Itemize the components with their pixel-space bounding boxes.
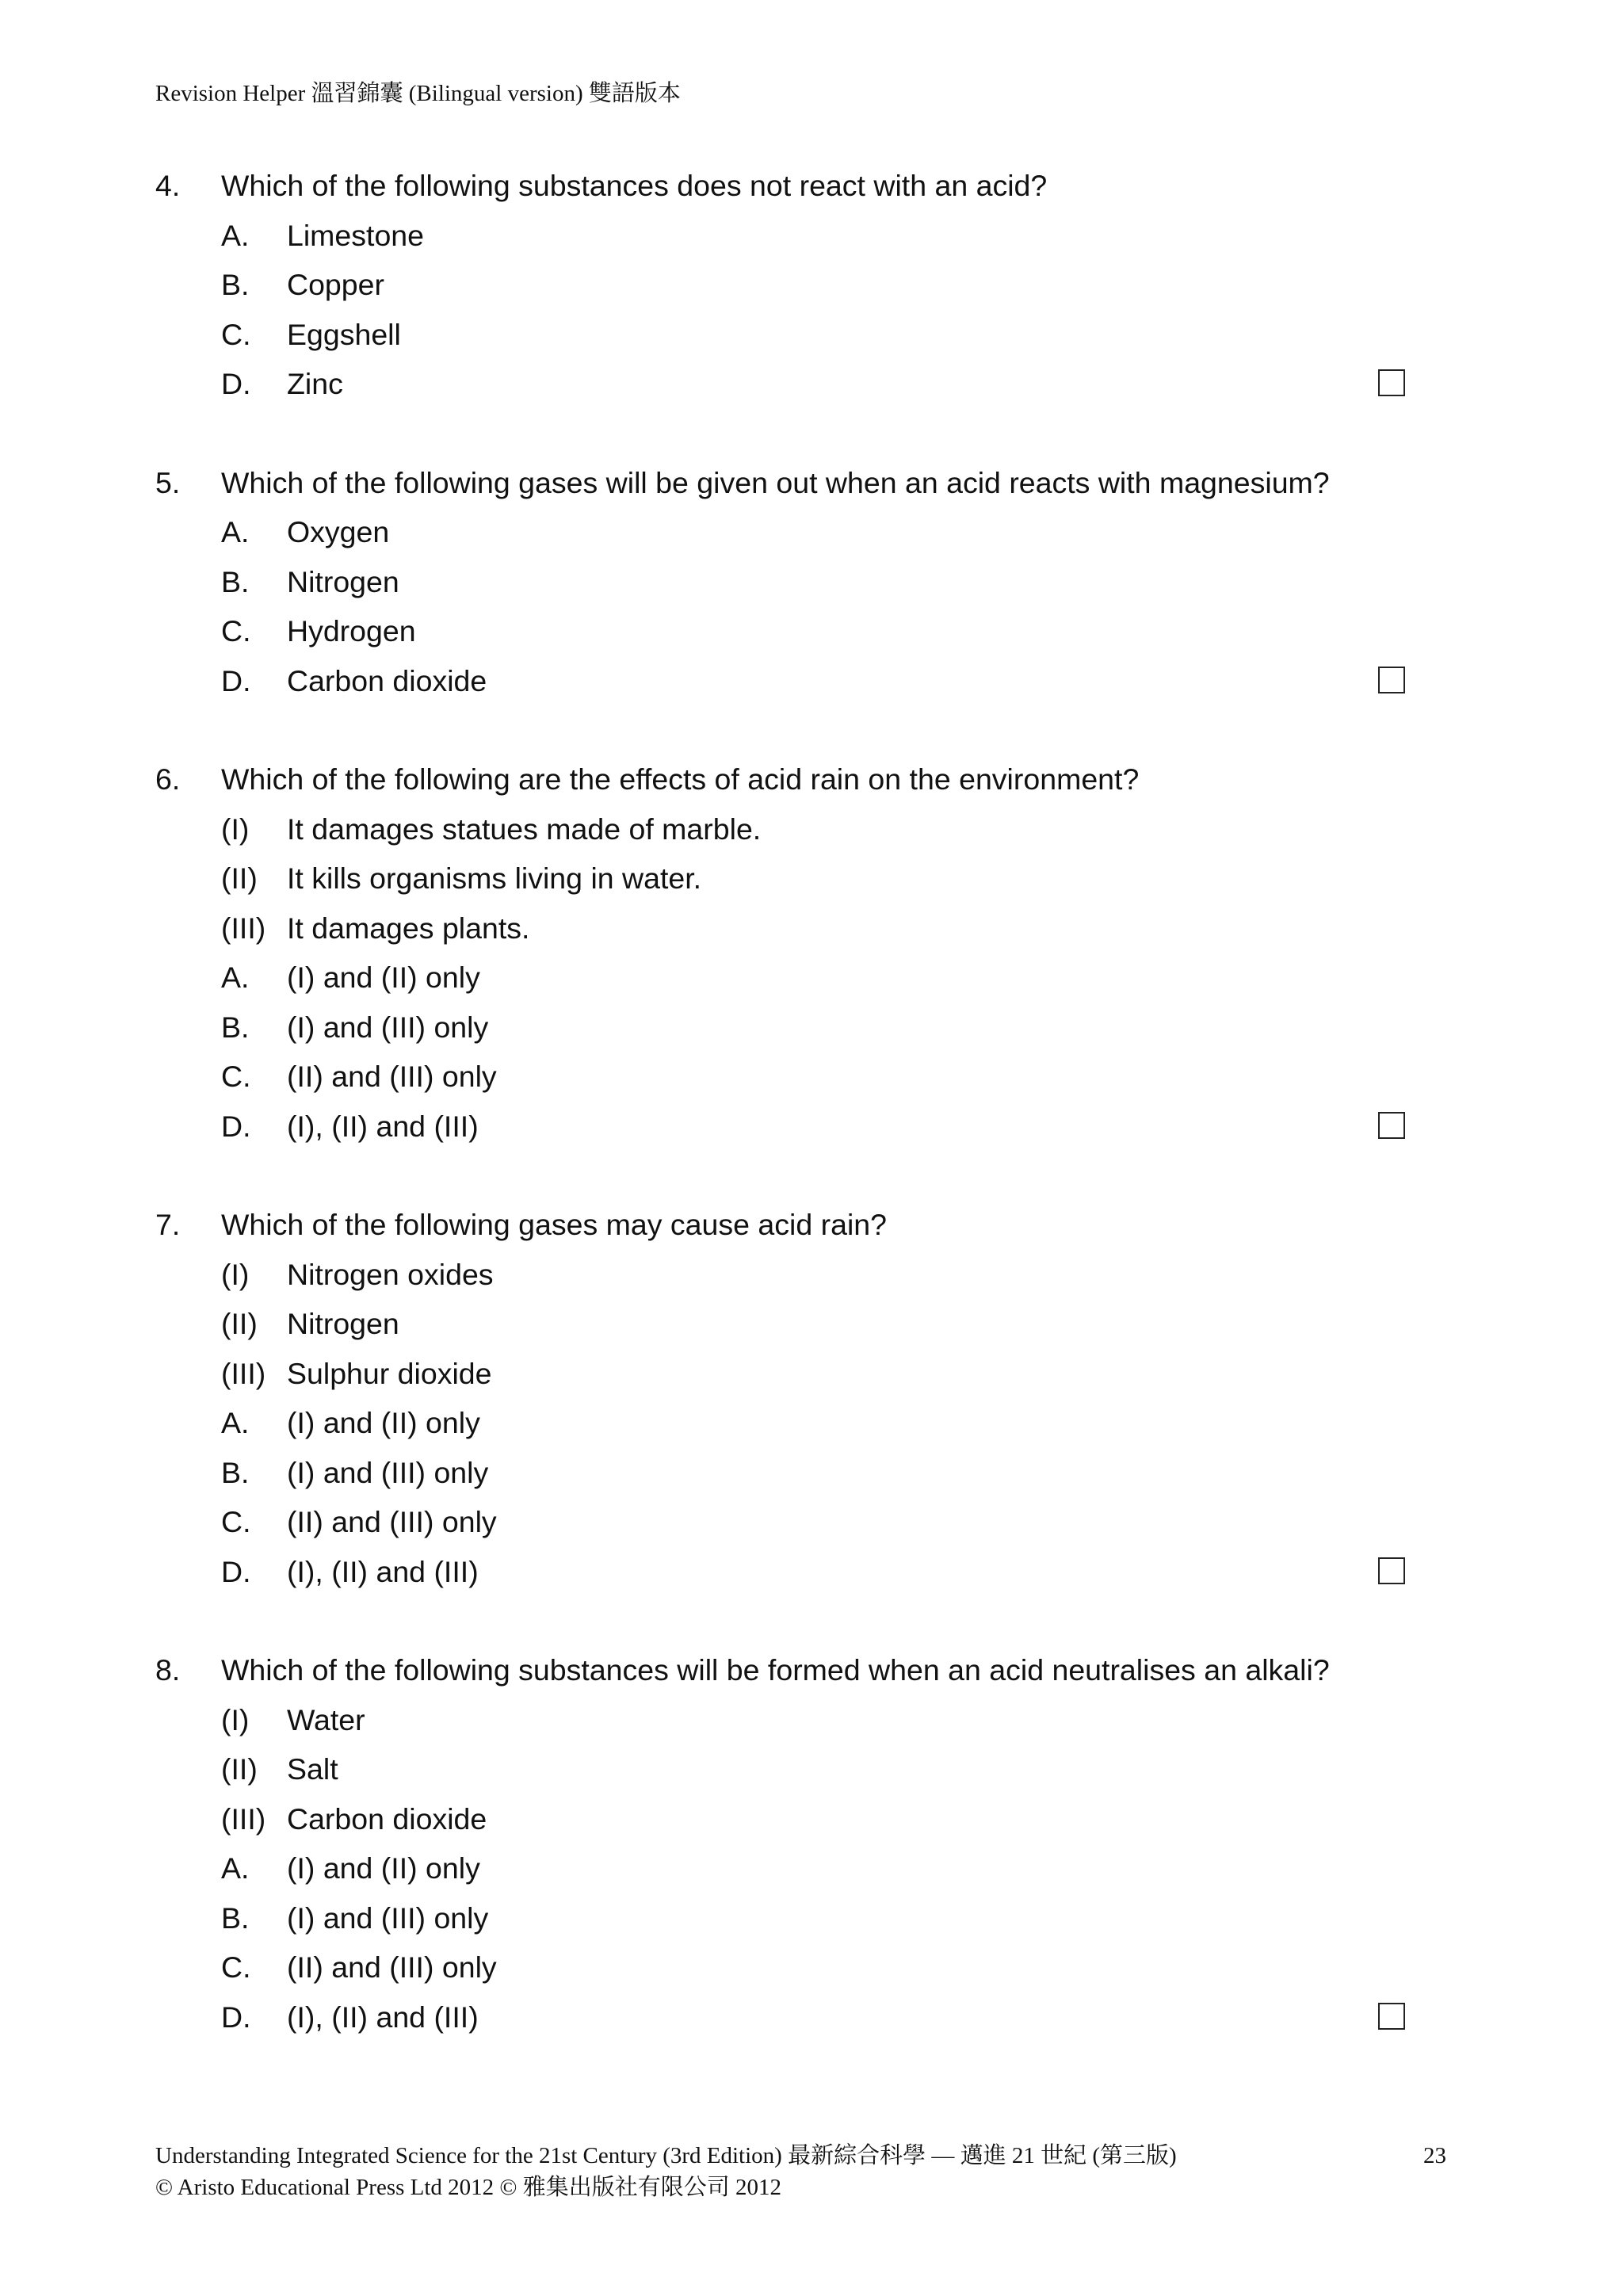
- option-a: [155, 507, 1455, 557]
- statement-label: (II): [221, 861, 258, 895]
- option-label: C.: [221, 1060, 251, 1093]
- statement-text: Nitrogen: [287, 1307, 399, 1340]
- question-number: 8.: [155, 1653, 181, 1687]
- question-8: [155, 1645, 1455, 2042]
- option-text: (I) and (II) only: [287, 1406, 480, 1439]
- statement-label: (II): [221, 1307, 258, 1340]
- question-list: [155, 161, 1455, 2091]
- footer-title-line: [155, 2140, 1455, 2172]
- option-label: A.: [221, 1406, 250, 1439]
- option-text: (I) and (II) only: [287, 1851, 480, 1885]
- footer-copyright-line: [155, 2172, 1455, 2203]
- option-b: [155, 1448, 1455, 1498]
- option-text: (I) and (II) only: [287, 961, 480, 994]
- option-label: C.: [221, 1505, 251, 1538]
- statement-text: It kills organisms living in water.: [287, 861, 702, 895]
- answer-checkbox[interactable]: [1378, 2003, 1405, 2030]
- option-text: Hydrogen: [287, 614, 416, 648]
- option-c: [155, 1052, 1455, 1102]
- option-a: [155, 953, 1455, 1003]
- answer-checkbox[interactable]: [1378, 667, 1405, 693]
- option-label: D.: [221, 367, 251, 400]
- option-label: A.: [221, 218, 250, 252]
- option-text: (II) and (III) only: [287, 1060, 497, 1093]
- option-text: (I) and (III) only: [287, 1010, 489, 1044]
- statement-text: Salt: [287, 1752, 338, 1786]
- running-header: Revision Helper 溫習錦囊 (Bilingual version) 雙語版本: [155, 81, 681, 106]
- copyright-notice: © Aristo Educational Press Ltd 2012 © 雅集出版社有限公司 2012: [155, 2175, 781, 2200]
- question-number: 6.: [155, 762, 181, 796]
- statement-label: (I): [221, 1257, 250, 1291]
- statement-iii: [155, 1349, 1455, 1399]
- option-text: (I), (II) and (III): [287, 1109, 479, 1143]
- statement-iii: [155, 904, 1455, 953]
- question-number: 7.: [155, 1208, 181, 1241]
- option-c: [155, 1497, 1455, 1547]
- option-label: B.: [221, 1010, 250, 1044]
- option-c: [155, 606, 1455, 656]
- option-text: (I) and (III) only: [287, 1455, 489, 1489]
- question-stem: [155, 161, 1455, 211]
- question-6: [155, 755, 1455, 1151]
- question-text: Which of the following substances will be formed when an acid neutralises an alkali?: [221, 1653, 1330, 1687]
- statement-ii: [155, 1744, 1455, 1794]
- option-text: Limestone: [287, 218, 425, 252]
- option-text: (I) and (III) only: [287, 1901, 489, 1935]
- option-text: (II) and (III) only: [287, 1505, 497, 1538]
- statement-label: (III): [221, 911, 266, 945]
- option-text: Nitrogen: [287, 564, 399, 598]
- option-label: C.: [221, 317, 251, 351]
- option-label: B.: [221, 564, 250, 598]
- statement-text: Carbon dioxide: [287, 1801, 487, 1836]
- option-text: (II) and (III) only: [287, 1950, 497, 1984]
- option-label: D.: [221, 663, 251, 697]
- option-b: [155, 557, 1455, 607]
- option-label: C.: [221, 614, 251, 648]
- option-d: [155, 1992, 1455, 2042]
- option-d: [155, 359, 1455, 409]
- option-label: A.: [221, 961, 250, 994]
- question-text: Which of the following are the effects of acid rain on the environment?: [221, 762, 1140, 796]
- option-label: B.: [221, 1901, 250, 1935]
- option-text: Carbon dioxide: [287, 663, 487, 697]
- statement-text: Nitrogen oxides: [287, 1257, 494, 1291]
- question-7: [155, 1200, 1455, 1596]
- option-label: A.: [221, 1851, 250, 1885]
- statement-text: Sulphur dioxide: [287, 1356, 492, 1390]
- statement-iii: [155, 1794, 1455, 1844]
- question-text: Which of the following gases will be given out when an acid reacts with magnesium?: [221, 465, 1330, 499]
- option-text: (I), (II) and (III): [287, 2000, 479, 2034]
- statement-ii: [155, 1299, 1455, 1349]
- option-c: [155, 310, 1455, 360]
- option-text: Eggshell: [287, 317, 401, 351]
- option-b: [155, 1893, 1455, 1943]
- answer-checkbox[interactable]: [1378, 1557, 1405, 1584]
- option-label: B.: [221, 268, 250, 301]
- option-label: D.: [221, 1554, 251, 1588]
- statement-ii: [155, 854, 1455, 904]
- question-stem: [155, 1200, 1455, 1250]
- question-stem: [155, 458, 1455, 508]
- question-4: [155, 161, 1455, 409]
- statement-label: (III): [221, 1801, 266, 1836]
- option-b: [155, 1003, 1455, 1052]
- statement-i: [155, 1695, 1455, 1745]
- answer-checkbox[interactable]: [1378, 1112, 1405, 1139]
- option-d: [155, 1547, 1455, 1597]
- option-label: C.: [221, 1950, 251, 1984]
- question-stem: [155, 755, 1455, 804]
- option-d: [155, 1102, 1455, 1152]
- question-number: 4.: [155, 169, 181, 202]
- page-number: 23: [1423, 2143, 1446, 2168]
- question-stem: [155, 1645, 1455, 1695]
- statement-text: It damages plants.: [287, 911, 530, 945]
- question-5: [155, 458, 1455, 706]
- option-text: Zinc: [287, 367, 343, 400]
- answer-checkbox[interactable]: [1378, 369, 1405, 396]
- option-a: [155, 1843, 1455, 1893]
- option-text: (I), (II) and (III): [287, 1554, 479, 1588]
- page-footer: [155, 2140, 1455, 2203]
- option-b: [155, 260, 1455, 310]
- statement-text: Water: [287, 1702, 365, 1736]
- question-text: Which of the following substances does not react with an acid?: [221, 169, 1048, 202]
- option-a: [155, 211, 1455, 261]
- option-label: B.: [221, 1455, 250, 1489]
- statement-label: (III): [221, 1356, 266, 1390]
- option-label: A.: [221, 515, 250, 548]
- statement-i: [155, 1250, 1455, 1300]
- statement-text: It damages statues made of marble.: [287, 812, 762, 846]
- question-text: Which of the following gases may cause acid rain?: [221, 1208, 888, 1241]
- statement-label: (I): [221, 1702, 250, 1736]
- option-a: [155, 1398, 1455, 1448]
- option-d: [155, 656, 1455, 706]
- statement-label: (I): [221, 812, 250, 846]
- option-label: D.: [221, 1109, 251, 1143]
- question-number: 5.: [155, 465, 181, 499]
- option-c: [155, 1943, 1455, 1992]
- statement-i: [155, 804, 1455, 854]
- option-text: Copper: [287, 268, 384, 301]
- statement-label: (II): [221, 1752, 258, 1786]
- option-label: D.: [221, 2000, 251, 2034]
- option-text: Oxygen: [287, 515, 390, 548]
- book-title: Understanding Integrated Science for the 21st Century (3rd Edition) 最新綜合科學 — 邁進 21 世紀 (第三版): [155, 2143, 1177, 2168]
